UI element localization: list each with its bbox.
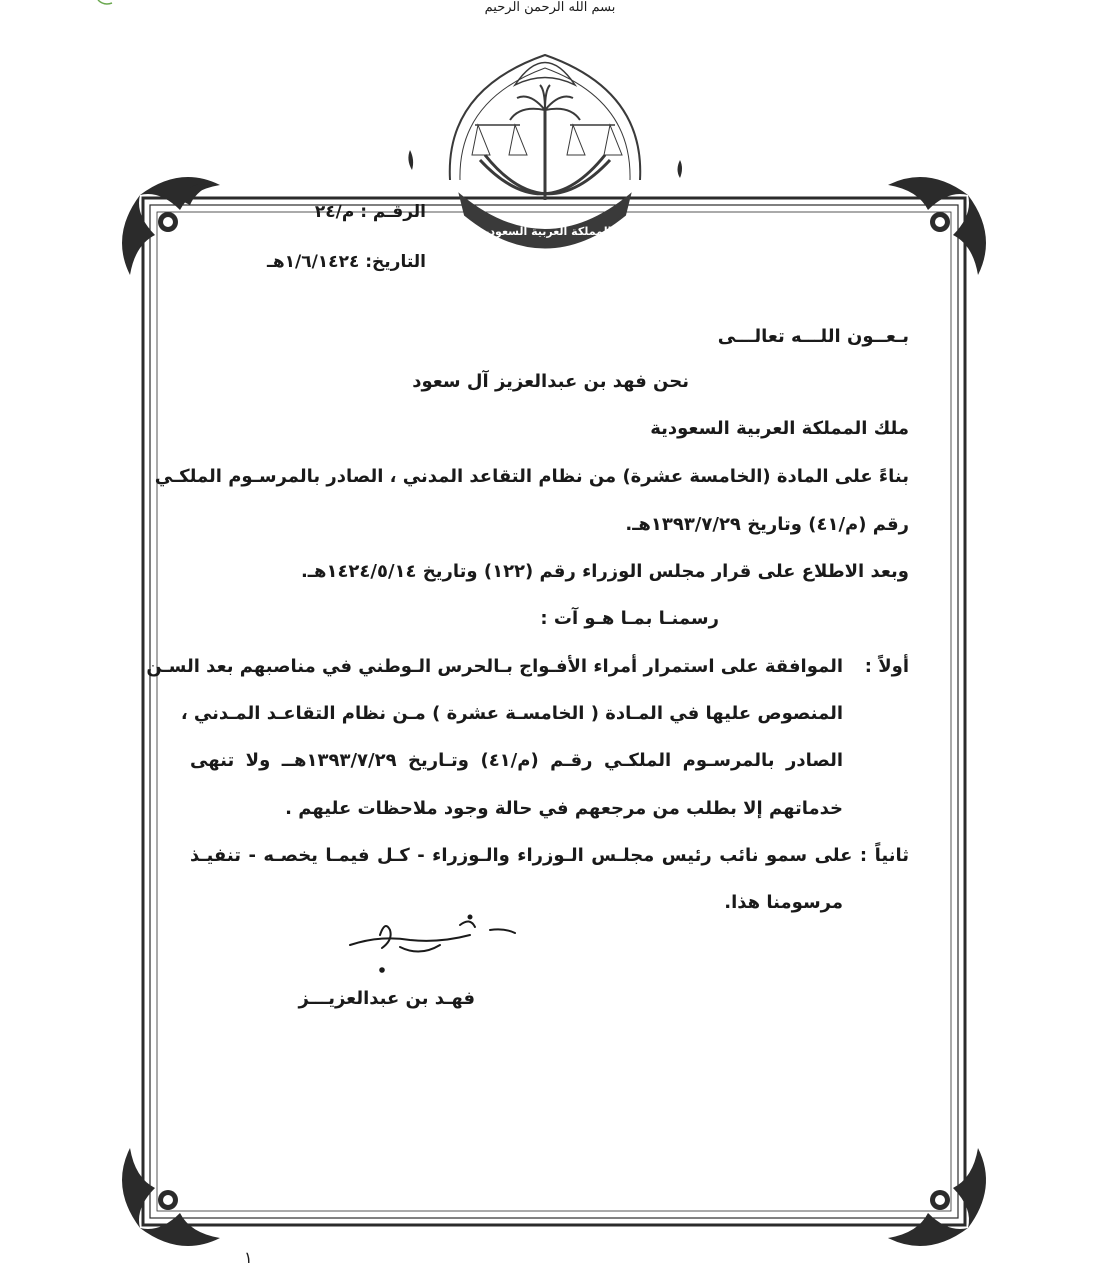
signature-icon [340,905,520,985]
corner-ornament-tl [122,177,220,275]
corner-ornament-br [888,1148,986,1246]
corner-ornament-tr [888,177,986,275]
invocation: بـعــون اللـــه تعالـــى [717,326,909,347]
first-clause-line-2: المنصوص عليها في المـادة ( الخامسـة عشرة ) مـن نظام التقاعـد المـدني ، [180,703,843,724]
signatory-name: فهـد بن عبدالعزيـــز [298,988,475,1009]
basmala: بسم الله الرحمن الرحيم [484,0,616,15]
preamble-line-3: وبعد الاطلاع على قرار مجلس الوزراء رقم (١٢٢) وتاريخ ١٤٢٤/٥/١٤هـ. [300,561,909,582]
emblem-label: المملكة العربية السعودية [478,225,612,238]
preamble-line-2: رقم (م/٤١) وتاريخ ١٣٩٣/٧/٢٩هـ. [625,514,909,535]
first-clause-line-3: الصادر بالمرسـوم الملكـي رقـم (م/٤١) وتـاريخ ١٣٩٣/٧/٢٩هــ ولا تنهى [190,750,843,771]
first-clause-line-1: الموافقة على استمرار أمراء الأفـواج بـالحرس الـوطني في مناصبهم بعد السـن [146,656,843,677]
reference-number: الرقـم : م/٢٤ [314,202,426,222]
preamble-line-1: بناءً على المادة (الخامسة عشرة) من نظام التقاعد المدني ، الصادر بالمرسـوم الملكـي [154,466,909,487]
sovereign-title: ملك المملكة العربية السعودية [650,418,909,439]
second-clause-line-1: ثانياً : على سمو نائب رئيس مجلـس الـوزراء والـوزراء - كـل فيمـا يخصـه - تنفيـذ [190,845,909,866]
page-number: ١ [244,1248,253,1267]
reference-date: التاريخ: ١/٦/١٤٢٤هـ [267,252,426,272]
first-clause-line-4: خدماتهم إلا بطلب من مرجعهم في حالة وجود ملاحظات عليهم . [285,798,843,819]
first-clause-label: أولاً : [864,656,909,677]
corner-ornament-bl [122,1148,220,1246]
second-clause-line-2: مرسومنا هذا. [724,892,843,913]
decree-intro: رسمنـا بمـا هـو آت : [540,608,719,629]
sovereign-name: نحن فهد بن عبدالعزيز آل سعود [412,371,689,392]
royal-emblem-icon [430,30,660,260]
